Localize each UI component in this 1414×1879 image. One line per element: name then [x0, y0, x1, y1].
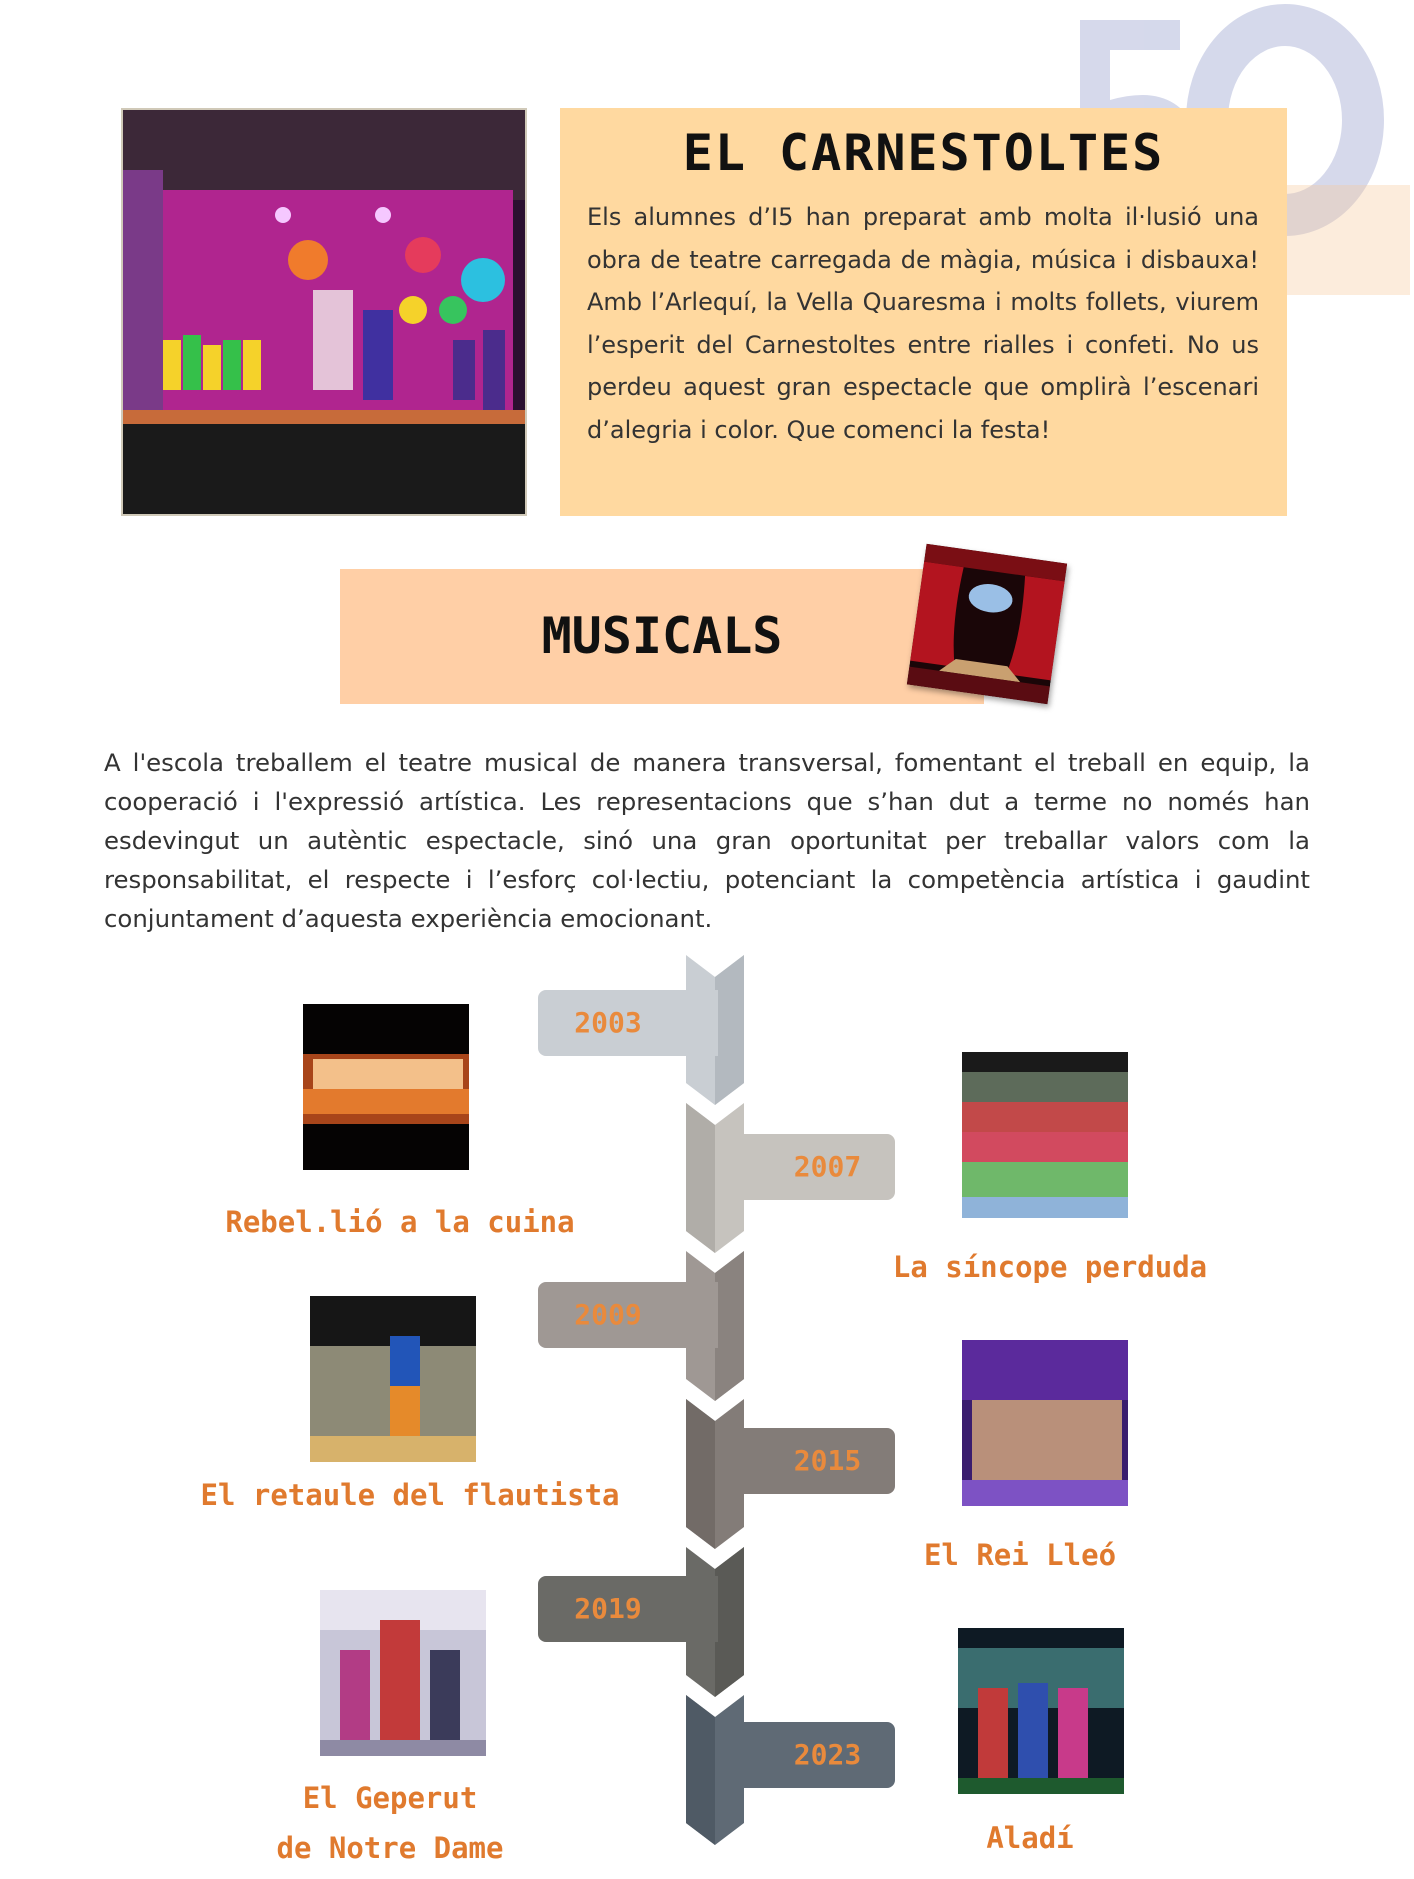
timeline-year-2015: 2015 [720, 1428, 895, 1494]
caption-aladi: Aladí [986, 1821, 1074, 1855]
timeline-year-2009: 2009 [538, 1282, 718, 1348]
thumb-la-sincope-perduda [962, 1052, 1128, 1218]
timeline-year-2007: 2007 [720, 1134, 895, 1200]
timeline-year-2019: 2019 [538, 1576, 718, 1642]
stage-curtain-photo [907, 544, 1067, 704]
carnestoltes-panel [560, 108, 1287, 516]
geperut-photo [320, 1590, 486, 1756]
timeline-year-2003: 2003 [538, 990, 718, 1056]
thumb-el-retaule-del-flautista [310, 1296, 476, 1462]
thumb-el-geperut-de-notre-dame [320, 1590, 486, 1756]
caption-el-rei-lleo: El Rei Lleó [923, 1538, 1117, 1572]
flautista-photo [310, 1296, 476, 1462]
timeline-spine [680, 955, 750, 1845]
thumb-el-rei-lleo [962, 1340, 1128, 1506]
rebellio-photo [303, 1004, 469, 1170]
rei-lleo-photo [962, 1340, 1128, 1506]
thumb-rebellio-a-la-cuina [303, 1004, 469, 1170]
caption-el-geperut-line2: de Notre Dame [276, 1831, 504, 1865]
carnestoltes-title: EL CARNESTOLTES [682, 124, 1165, 182]
caption-la-sincope-perduda: La síncope perduda [892, 1250, 1208, 1284]
aladi-photo [958, 1628, 1124, 1794]
sincope-photo [962, 1052, 1128, 1218]
musicals-header [340, 569, 984, 704]
caption-el-geperut-line1: El Geperut [302, 1781, 478, 1815]
musicals-title: MUSICALS [541, 607, 783, 665]
thumb-aladi [958, 1628, 1124, 1794]
stage-curtain-image [907, 544, 1067, 704]
carnestoltes-photo [121, 108, 527, 516]
carnestoltes-text: Els alumnes d’I5 han preparat amb molta il·lusió una obra de teatre carregada de màgia, música i disbauxa! Amb l’Arlequí, la Vella Quaresma i molts follets, viurem l’esperit del Carnestoltes entre rialles i confeti. No us perdeu aquest gran espectacle que omplirà l’escenari d’alegria i color. Que comenci la festa! [587, 203, 1259, 444]
musicals-intro: A l'escola treballem el teatre musical de manera transversal, fomentant el treball en equip, la cooperació i l'expressió artística. Les representacions que s’han dut a terme no només han esdevingut un autèntic espectacle, sinó una gran oportunitat per treballar valors com la responsabilitat, el respecte i l’esforç col·lectiu, potenciant la competència artística i gaudint conjuntament d’aquesta experiència emocionant. [104, 748, 1310, 933]
caption-el-retaule-del-flautista: El retaule del flautista [200, 1478, 620, 1512]
caption-rebellio-a-la-cuina: Rebel.lió a la cuina [225, 1205, 575, 1239]
carnestoltes-stage-image [123, 110, 527, 516]
timeline-year-2023: 2023 [720, 1722, 895, 1788]
